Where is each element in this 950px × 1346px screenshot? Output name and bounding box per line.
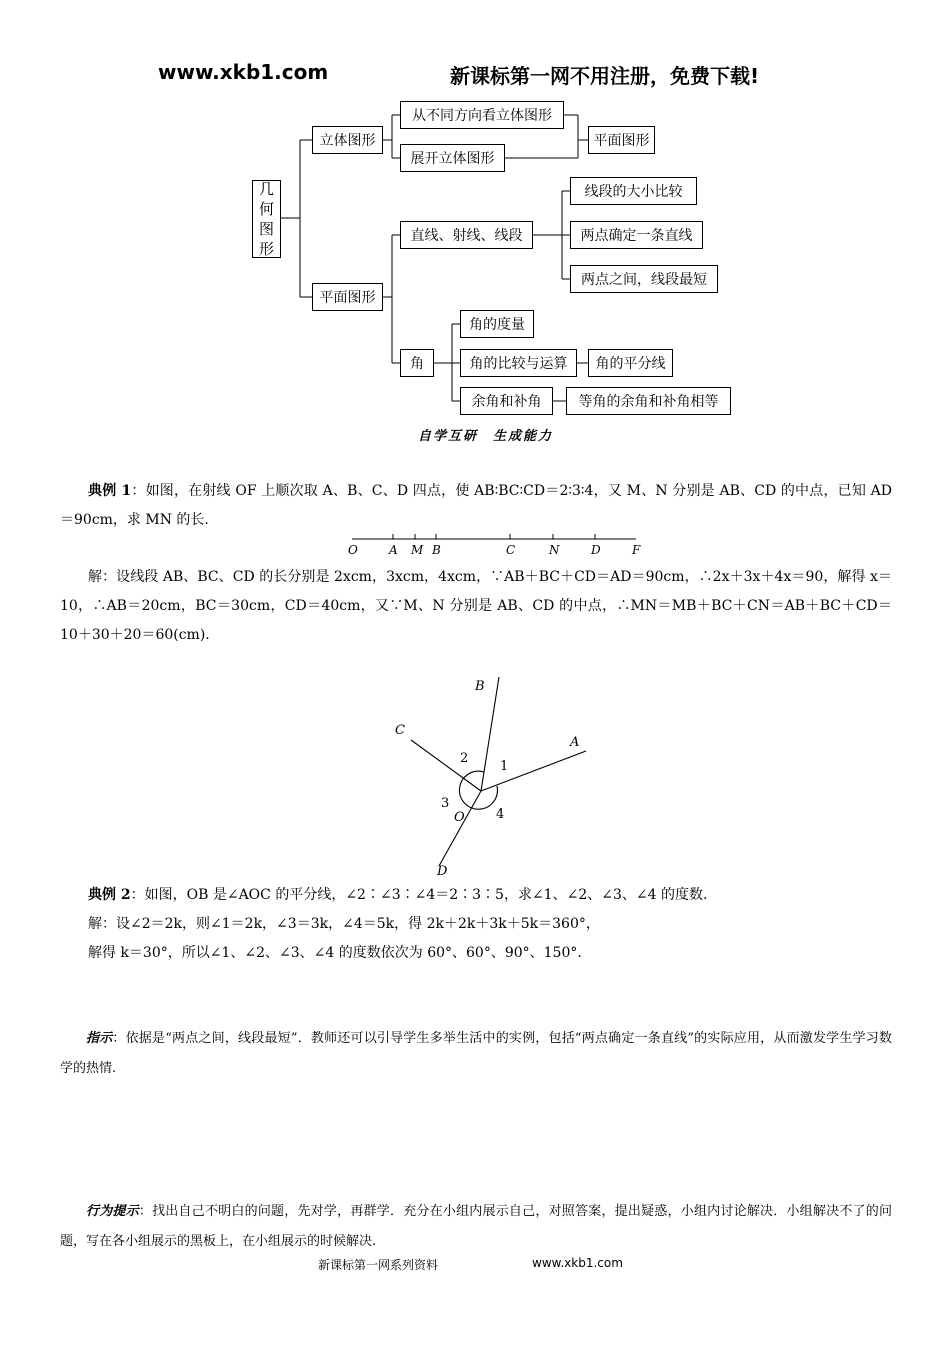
map-shortest-box — [570, 265, 718, 293]
label-a: A — [570, 735, 580, 750]
map-plane-result-box — [588, 126, 655, 154]
map-complement-box — [460, 387, 553, 415]
map-unfold-label: 展开立体图形 — [410, 151, 495, 167]
map-equal-complement-label: 等角的余角和补角相等 — [578, 394, 719, 410]
map-unfold-box — [400, 144, 505, 172]
map-root-label: 几何图形 — [259, 180, 275, 258]
map-line-group-box — [400, 221, 533, 249]
example1-problem-text: ：如图，在射线 OF 上顺次取 A、B、C、D 四点，使 AB∶BC∶CD＝2∶3∶4，又 M、N 分别是 AB、CD 的中点，已知 AD＝90cm，求 MN 的长. — [60, 483, 893, 528]
angle-label-2: 2 — [460, 751, 469, 766]
example1-label: 典例 1 — [88, 483, 132, 499]
example1-ray-figure — [340, 530, 650, 560]
angle-label-3: 3 — [441, 796, 450, 811]
map-angle-measure-label: 角的度量 — [469, 317, 525, 333]
map-root-box — [252, 180, 281, 258]
header-site: www.xkb1.com — [158, 60, 329, 84]
map-view-label: 从不同方向看立体图形 — [412, 108, 552, 124]
angle-arc — [459, 771, 497, 809]
map-equal-complement-box — [566, 387, 731, 415]
behavior-block — [60, 1197, 892, 1257]
example2-angle-figure — [380, 660, 610, 882]
ray-label-d: D — [591, 543, 601, 557]
footer-right: www.xkb1.com — [532, 1256, 623, 1270]
angle-label-4: 4 — [496, 807, 505, 822]
example2-block — [60, 881, 892, 968]
example2-label: 典例 2 — [88, 887, 131, 903]
map-plane-label: 平面图形 — [319, 290, 376, 306]
example2-solution-line1: 解：设∠2＝2k，则∠1＝2k，∠3＝3k，∠4＝5k，得 2k＋2k＋3k＋5k＝360°， — [88, 916, 600, 932]
map-shortest-label: 两点之间，线段最短 — [581, 272, 707, 288]
map-angle-compare-box — [460, 349, 577, 377]
map-plane-result-label: 平面图形 — [593, 133, 650, 149]
map-plane-box — [312, 283, 383, 311]
hint-label: 指示 — [86, 1031, 113, 1046]
ray-oa — [481, 751, 586, 791]
ray-label-a: A — [389, 543, 398, 557]
example1-solution — [60, 563, 892, 650]
ray-label-b: B — [432, 543, 441, 557]
map-bisector-box — [588, 349, 673, 377]
map-angle-label: 角 — [410, 356, 424, 372]
behavior-text: ：找出自己不明白的问题，先对学，再群学．充分在小组内展示自己，对照答案，提出疑惑，小组内讨论解决．小组解决不了的问题，写在各小组展示的黑板上，在小组展示的时候解决. — [60, 1204, 892, 1249]
ray-oc — [411, 740, 481, 791]
label-d: D — [437, 864, 448, 879]
ray-label-m: M — [411, 543, 424, 557]
map-solid-box — [312, 126, 383, 154]
ray-label-n: N — [549, 543, 560, 557]
map-angle-box — [400, 349, 434, 377]
ray-label-f: F — [632, 543, 641, 557]
map-line-group-label: 直线、射线、线段 — [410, 228, 523, 244]
label-c: C — [395, 723, 405, 738]
behavior-label: 行为提示 — [86, 1204, 139, 1219]
map-view-box — [400, 101, 564, 129]
map-solid-label: 立体图形 — [319, 133, 376, 149]
example2-problem-text: ：如图，OB 是∠AOC 的平分线，∠2∶∠3∶∠4＝2∶3∶5，求∠1、∠2、∠3、∠4 的度数. — [130, 887, 708, 903]
map-two-points-label: 两点确定一条直线 — [580, 228, 693, 244]
ray-ob — [481, 677, 499, 791]
map-angle-compare-label: 角的比较与运算 — [469, 356, 568, 372]
label-b: B — [475, 679, 485, 694]
map-segment-compare-label: 线段的大小比较 — [584, 184, 683, 200]
map-segment-compare-box — [570, 177, 697, 205]
hint-block — [60, 1024, 892, 1084]
label-o: O — [454, 810, 465, 825]
example1-solution-text: 解：设线段 AB、BC、CD 的长分别是 2xcm，3xcm，4xcm，∵AB＋BC＋CD＝AD＝90cm，∴2x＋3x＋4x＝90，解得 x＝10，∴AB＝20cm，BC＝30cm，CD＝40cm，又∵M、N 分别是 AB、CD 的中点，∴MN＝MB＋BC＋CN＝AB＋BC＋CD＝10＋30＋20＝60(cm). — [60, 569, 892, 643]
section-title: 自学互研 生成能力 — [418, 429, 554, 444]
map-two-points-box — [570, 221, 703, 249]
footer-left: 新课标第一网系列资料 — [318, 1258, 439, 1272]
map-complement-label: 余角和补角 — [471, 394, 542, 410]
ray-label-o: O — [348, 543, 358, 557]
example1-problem — [60, 477, 892, 535]
header-slogan: 新课标第一网不用注册，免费下载! — [450, 64, 760, 88]
example2-solution-line2: 解得 k＝30°，所以∠1、∠2、∠3、∠4 的度数依次为 60°、60°、90°、150°. — [88, 945, 582, 961]
map-angle-measure-box — [460, 310, 534, 338]
angle-label-1: 1 — [500, 759, 509, 774]
hint-text: ：依据是“两点之间，线段最短”．教师还可以引导学生多举生活中的实例，包括“两点确定一条直线”的实际应用，从而激发学生学习数学的热情. — [60, 1031, 892, 1076]
map-bisector-label: 角的平分线 — [595, 356, 666, 372]
ray-label-c: C — [506, 543, 516, 557]
